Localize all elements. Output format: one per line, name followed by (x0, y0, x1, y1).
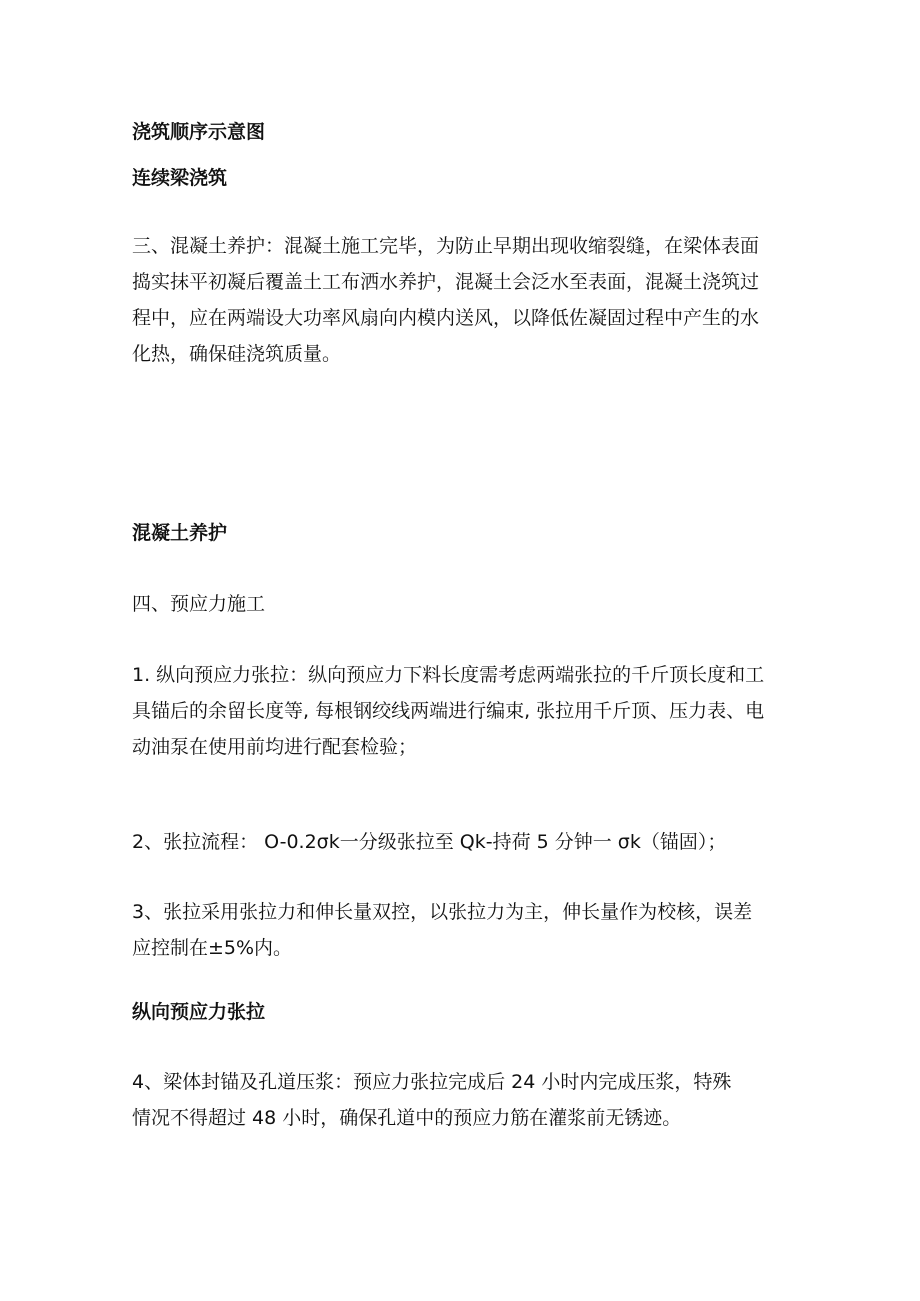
paragraph-line: 具锚后的余留长度等, 每根钢绞线两端进行编束, 张拉用千斤顶、压力表、电 (132, 700, 765, 722)
paragraph-item-2: 2、张拉流程： O-0.2σk一分级张拉至 Qk-持荷 5 分钟一 σk（锚固）； (132, 831, 727, 853)
paragraph-line: 1. 纵向预应力张拉：纵向预应力下料长度需考虑两端张拉的千斤顶长度和工 (132, 664, 765, 686)
heading-continuous-beam-pouring: 连续梁浇筑 (132, 167, 228, 189)
paragraph-concrete-curing (132, 228, 798, 372)
heading-pour-sequence-diagram: 浇筑顺序示意图 (132, 121, 266, 143)
paragraph-line: 情况不得超过 48 小时，确保孔道中的预应力筋在灌浆前无锈迹。 (132, 1107, 682, 1129)
paragraph-item-3 (132, 894, 798, 966)
paragraph-item-1 (132, 657, 798, 765)
paragraph-line: 应控制在±5%内。 (132, 937, 293, 959)
paragraph-line: 化热，确保硅浇筑质量。 (132, 343, 342, 365)
paragraph-line: 动油泵在使用前均进行配套检验； (132, 736, 418, 758)
paragraph-line: 4、梁体封锚及孔道压浆：预应力张拉完成后 24 小时内完成压浆，特殊 (132, 1071, 732, 1093)
heading-concrete-curing: 混凝土养护 (132, 522, 228, 544)
heading-longitudinal-prestress-tension: 纵向预应力张拉 (132, 1001, 266, 1023)
paragraph-item-4 (132, 1064, 798, 1136)
paragraph-line: 捣实抹平初凝后覆盖土工布洒水养护，混凝土会泛水至表面，混凝土浇筑过 (132, 271, 760, 293)
paragraph-line: 程中，应在两端设大功率风扇向内模内送风，以降低佐凝固过程中产生的水 (132, 307, 760, 329)
section-prestress-construction: 四、预应力施工 (132, 593, 266, 615)
paragraph-line: 3、张拉采用张拉力和伸长量双控，以张拉力为主，伸长量作为校核，误差 (132, 901, 753, 923)
paragraph-line: 三、混凝土养护：混凝土施工完毕，为防止早期出现收缩裂缝，在梁体表面 (132, 235, 760, 257)
